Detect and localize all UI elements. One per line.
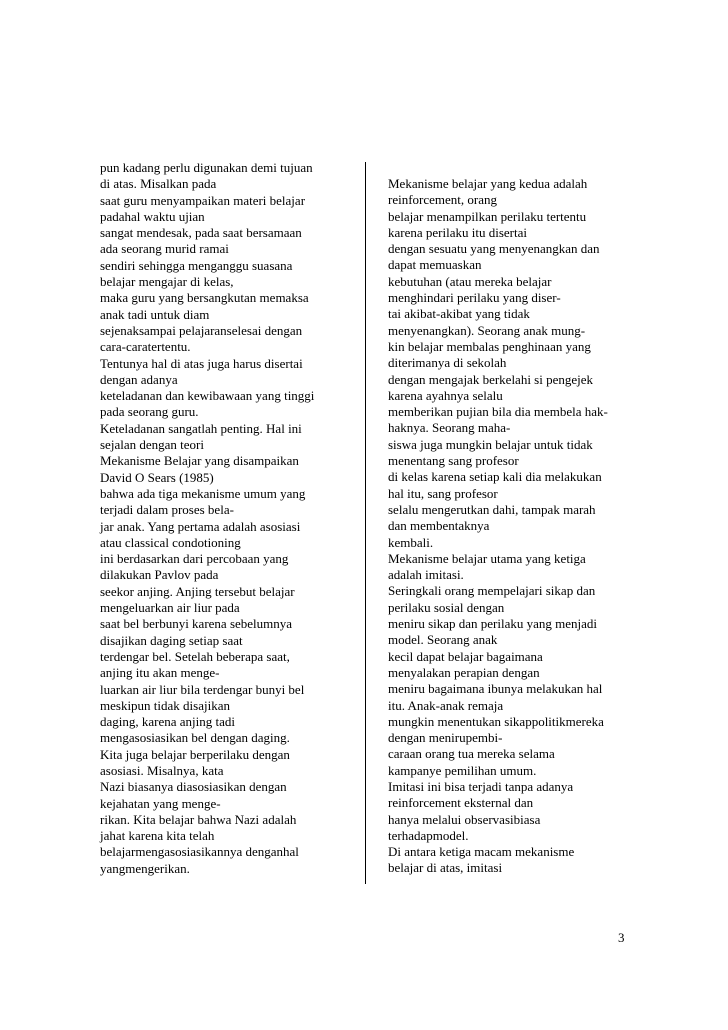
- text-line: daging, karena anjing tadi: [100, 714, 236, 730]
- text-line: jar anak. Yang pertama adalah asosiasi: [100, 518, 301, 534]
- text-line: keteladanan dan kewibawaan yang tinggi: [100, 388, 315, 404]
- text-line: padahal waktu ujian: [100, 208, 205, 224]
- right-text-column: [388, 176, 633, 877]
- text-line: meniru bagaimana ibunya melakukan hal: [388, 681, 603, 697]
- text-line: belajar mengajar di kelas,: [100, 274, 234, 290]
- text-line: sangat mendesak, pada saat bersamaan: [100, 225, 302, 241]
- text-line: cara-caratertentu.: [100, 339, 191, 355]
- text-line: Nazi biasanya diasosiasikan dengan: [100, 779, 287, 795]
- text-line: kembali.: [388, 534, 434, 550]
- text-line: Tentunya hal di atas juga harus disertai: [100, 355, 303, 371]
- text-line: mungkin menentukan sikappolitikmereka: [388, 713, 604, 729]
- text-line: dilakukan Pavlov pada: [100, 567, 219, 583]
- text-line: menentang sang profesor: [388, 453, 519, 469]
- text-line: reinforcement, orang: [388, 192, 498, 208]
- text-line: ini berdasarkan dari percobaan yang: [100, 551, 289, 567]
- text-line: Mekanisme Belajar yang disampaikan: [100, 453, 299, 469]
- text-line: karena perilaku itu disertai: [388, 224, 527, 240]
- text-line: belajar menampilkan perilaku tertentu: [388, 208, 587, 224]
- text-line: ada seorang murid ramai: [100, 241, 229, 257]
- text-line: itu. Anak-anak remaja: [388, 697, 504, 713]
- text-line: kin belajar membalas penghinaan yang: [388, 338, 591, 354]
- text-line: adalah imitasi.: [388, 567, 464, 583]
- text-line: mengasosiasikan bel dengan daging.: [100, 730, 290, 746]
- text-line: Di antara ketiga macam mekanisme: [388, 844, 575, 860]
- text-line: bahwa ada tiga mekanisme umum yang: [100, 485, 306, 501]
- text-line: memberikan pujian bila dia membela hak-: [388, 404, 608, 420]
- text-line: belajarmengasosiasikannya denganhal: [100, 844, 299, 860]
- text-line: jahat karena kita telah: [100, 828, 215, 844]
- text-line: pada seorang guru.: [100, 404, 199, 420]
- text-line: asosiasi. Misalnya, kata: [100, 762, 224, 778]
- text-line: pun kadang perlu digunakan demi tujuan: [100, 160, 313, 175]
- left-text-column: [100, 160, 350, 877]
- text-line: sendiri sehingga menganggu suasana: [100, 257, 293, 273]
- text-line: Kita juga belajar berperilaku dengan: [100, 746, 290, 762]
- text-line: karena ayahnya selalu: [388, 387, 503, 403]
- text-line: atau classical condotioning: [100, 534, 241, 550]
- text-line: Mekanisme belajar yang kedua adalah: [388, 176, 588, 191]
- text-line: menghindari perilaku yang diser-: [388, 290, 561, 306]
- text-line: sejalan dengan teori: [100, 437, 204, 453]
- text-line: hanya melalui observasibiasa: [388, 811, 541, 827]
- text-line: kecil dapat belajar bagaimana: [388, 648, 543, 664]
- text-line: terjadi dalam proses bela-: [100, 502, 234, 518]
- text-line: seekor anjing. Anjing tersebut belajar: [100, 583, 295, 599]
- text-line: tai akibat-akibat yang tidak: [388, 306, 530, 322]
- text-line: caraan orang tua mereka selama: [388, 746, 555, 762]
- text-line: perilaku sosial dengan: [388, 599, 505, 615]
- text-line: dengan sesuatu yang menyenangkan dan: [388, 241, 600, 257]
- text-line: diterimanya di sekolah: [388, 355, 507, 371]
- text-line: rikan. Kita belajar bahwa Nazi adalah: [100, 811, 297, 827]
- text-line: dan membentaknya: [388, 518, 490, 534]
- text-line: saat bel berbunyi karena sebelumnya: [100, 616, 293, 632]
- text-line: Seringkali orang mempelajari sikap dan: [388, 583, 596, 599]
- text-line: model. Seorang anak: [388, 632, 498, 648]
- text-line: kejahatan yang menge-: [100, 795, 221, 811]
- text-line: hal itu, sang profesor: [388, 485, 498, 501]
- text-line: belajar di atas, imitasi: [388, 860, 503, 876]
- text-line: dengan mengajak berkelahi si pengejek: [388, 371, 594, 387]
- text-line: sejenaksampai pelajaranselesai dengan: [100, 322, 303, 338]
- text-line: kampanye pemilihan umum.: [388, 762, 537, 778]
- text-line: yangmengerikan.: [100, 860, 190, 876]
- text-line: meniru sikap dan perilaku yang menjadi: [388, 616, 598, 632]
- text-line: siswa juga mungkin belajar untuk tidak: [388, 436, 593, 452]
- text-line: reinforcement eksternal dan: [388, 795, 534, 811]
- text-line: mengeluarkan air liur pada: [100, 600, 240, 616]
- text-line: terdengar bel. Setelah beberapa saat,: [100, 648, 290, 664]
- text-line: dengan adanya: [100, 371, 178, 387]
- text-line: terhadapmodel.: [388, 827, 469, 843]
- text-line: disajikan daging setiap saat: [100, 632, 243, 648]
- text-line: dengan menirupembi-: [388, 730, 503, 746]
- text-line: haknya. Seorang maha-: [388, 420, 511, 436]
- text-line: selalu mengerutkan dahi, tampak marah: [388, 501, 596, 517]
- text-line: anak tadi untuk diam: [100, 306, 210, 322]
- text-line: Keteladanan sangatlah penting. Hal ini: [100, 420, 302, 436]
- text-line: luarkan air liur bila terdengar bunyi bel: [100, 681, 305, 697]
- text-line: Imitasi ini bisa terjadi tanpa adanya: [388, 778, 574, 794]
- text-line: maka guru yang bersangkutan memaksa: [100, 290, 309, 306]
- text-line: anjing itu akan menge-: [100, 665, 220, 681]
- text-line: meskipun tidak disajikan: [100, 697, 230, 713]
- page-number: 3: [618, 930, 625, 945]
- text-line: kebutuhan (atau mereka belajar: [388, 273, 552, 289]
- text-line: di kelas karena setiap kali dia melakukan: [388, 469, 602, 485]
- text-line: saat guru menyampaikan materi belajar: [100, 192, 306, 208]
- text-line: Mekanisme belajar utama yang ketiga: [388, 550, 586, 566]
- text-line: menyalakan perapian dengan: [388, 664, 540, 680]
- text-line: David O Sears (1985): [100, 469, 214, 485]
- text-line: di atas. Misalkan pada: [100, 176, 217, 192]
- text-line: dapat memuaskan: [388, 257, 482, 273]
- text-line: menyenangkan). Seorang anak mung-: [388, 322, 586, 338]
- column-divider: [365, 162, 366, 884]
